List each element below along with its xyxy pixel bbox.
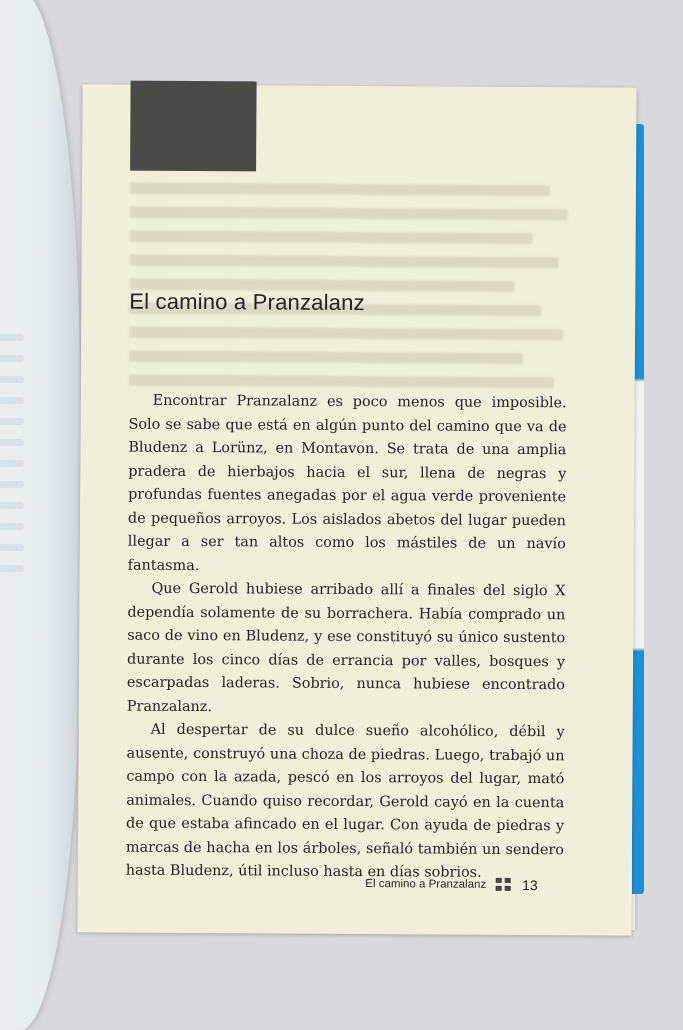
page-footer — [365, 876, 537, 893]
chapter-title: El camino a Pranzalanz — [129, 288, 365, 316]
left-page-faint-lines — [0, 320, 24, 586]
chapter-body — [126, 390, 567, 886]
paragraph: Al despertar de su dulce sueño alcohólico, débil y ausente, construyó una choza de piedras. Luego, trabajó un campo con la azada, pescó en los arroyos del lugar, mató animales. Cuando quiso recordar, Gerold cayó en la cuenta de que estaba afincado en el lugar. Con ayuda de piedras y marcas de hacha en los árboles, señaló también un sendero hasta Bludenz, útil incluso hasta en días sobrios. — [125, 721, 565, 881]
paragraph: Que Gerold hubiese arribado allí a finales del siglo X dependía solamente de su borrachera. Había comprado un saco de vino en Bludenz, y ese constituyó su único sustento durante los cinco días de errancia por valles, bosques y escarpadas laderas. Sobrio, nunca hubiese encontrado Pranzalanz. — [126, 580, 566, 715]
running-title: El camino a Pranzalanz — [365, 878, 487, 891]
book-page — [77, 84, 636, 935]
paragraph: Encontrar Pranzalanz es poco menos que imposible. Solo se sabe que está en algún punto del camino que va de Bludenz a Lorünz, en Montavon. Se trata de una amplia pradera de hierbajos hacia el sur, llena de negras y profundas fuentes anegadas por el agua verde proveniente de pequeños arroyos. Los aislados abetos del lugar pueden llegar a ser tan altos como los mástiles de un navío fantasma. — [127, 392, 567, 574]
chapter-header-block — [130, 81, 257, 172]
page-number: 13 — [522, 877, 538, 894]
left-facing-page — [0, 0, 80, 1030]
grid-ornament-icon — [496, 878, 512, 892]
